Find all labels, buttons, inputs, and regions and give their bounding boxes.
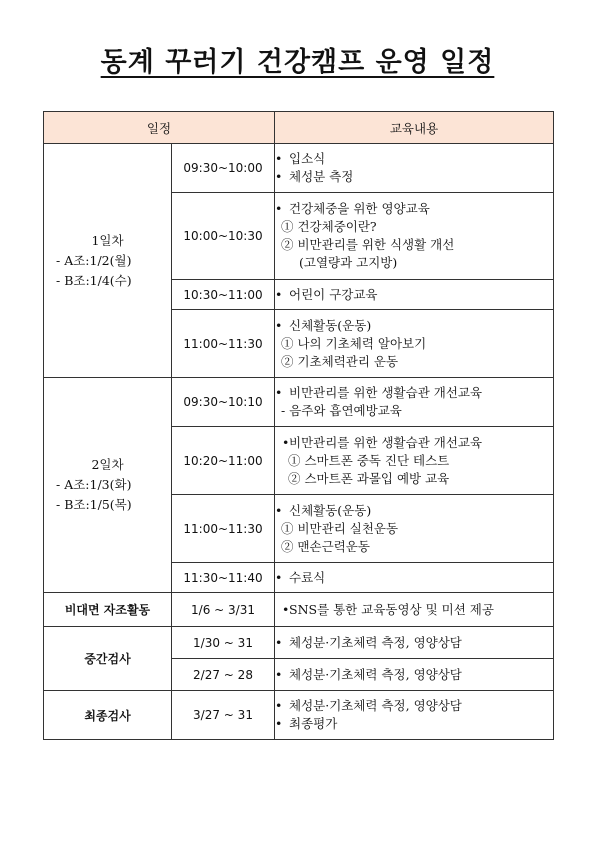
content-cell: [275, 310, 554, 378]
bullet-item: • 수료식: [275, 569, 553, 587]
day1-group-a: - A조:1/2(월): [56, 252, 132, 268]
header-content: 교육내용: [275, 112, 554, 144]
content-cell: [275, 593, 554, 627]
sub-item: - 음주와 흡연예방교육: [281, 403, 402, 418]
bullet-item: • 건강체중을 위한 영양교육: [275, 200, 553, 218]
sub-item: ② 비만관리를 위한 식생활 개선: [281, 237, 455, 252]
time-cell: 1/30 ~ 31: [172, 627, 275, 659]
content-cell: [275, 280, 554, 310]
nonface-label: 비대면 자조활동: [44, 593, 172, 627]
bullet-item: • 비만관리를 위한 생활습관 개선교육: [275, 384, 553, 402]
table-row: [44, 691, 554, 740]
sub-item: ② 기초체력관리 운동: [281, 353, 399, 369]
time-cell: 3/27 ~ 31: [172, 691, 275, 740]
sub-item: ② 스마트폰 과몰입 예방 교육: [288, 470, 450, 486]
bullet-item: • 최종평가: [275, 715, 553, 733]
day2-group-b: - B조:1/5(목): [56, 497, 132, 512]
content-cell: [275, 659, 554, 691]
content-cell: [275, 627, 554, 659]
sub-item: ① 나의 기초체력 알아보기: [281, 335, 427, 351]
bullet-item: • 체성분·기초체력 측정, 영양상담: [275, 634, 553, 652]
time-cell: 1/6 ~ 3/31: [172, 593, 275, 627]
time-cell: 10:30~11:00: [172, 280, 275, 310]
bullet-item: • 체성분·기초체력 측정, 영양상담: [275, 666, 553, 684]
header-schedule: 일정: [44, 112, 275, 144]
bullet-item: • 신체활동(운동): [275, 317, 553, 335]
sub-item: ① 건강체중이란?: [281, 219, 377, 234]
content-cell: [275, 563, 554, 593]
sub-item: ② 맨손근력운동: [281, 538, 370, 554]
time-cell: 2/27 ~ 28: [172, 659, 275, 691]
sub-item: ① 스마트폰 중독 진단 테스트: [288, 452, 450, 468]
content-cell: [275, 427, 554, 495]
midcheck-label: 중간검사: [44, 627, 172, 691]
content-cell: [275, 144, 554, 193]
sub-item: ① 비만관리 실천운동: [281, 520, 399, 536]
time-cell: 11:30~11:40: [172, 563, 275, 593]
content-cell: [275, 691, 554, 740]
bullet-item: • 어린이 구강교육: [275, 286, 553, 304]
day1-group-b: - B조:1/4(수): [56, 272, 132, 288]
content-cell: [275, 193, 554, 280]
table-row: [44, 627, 554, 659]
table-row: [44, 144, 554, 193]
bullet-item: • 비만관리를 위한 생활습관 개선교육: [282, 434, 553, 452]
schedule-table: [43, 111, 554, 740]
bullet-item: • SNS를 통한 교육동영상 및 미션 제공: [282, 601, 553, 619]
day2-group-a: - A조:1/3(화): [56, 477, 132, 492]
bullet-item: • 체성분·기초체력 측정, 영양상담: [275, 697, 553, 715]
table-row: [44, 593, 554, 627]
table-row: [44, 378, 554, 427]
bullet-item: • 신체활동(운동): [275, 502, 553, 520]
day1-title: 1일차: [91, 232, 124, 248]
finalcheck-label: 최종검사: [44, 691, 172, 740]
time-cell: 10:20~11:00: [172, 427, 275, 495]
content-cell: [275, 495, 554, 563]
bullet-item: • 체성분 측정: [275, 168, 553, 186]
time-cell: 09:30~10:10: [172, 378, 275, 427]
time-cell: 11:00~11:30: [172, 495, 275, 563]
table-header-row: [44, 112, 554, 144]
page-title: 동계 꾸러기 건강캠프 운영 일정: [100, 47, 495, 78]
day1-cell: [44, 144, 172, 378]
day2-title: 2일차: [91, 457, 124, 472]
bullet-item: • 입소식: [275, 150, 553, 168]
time-cell: 11:00~11:30: [172, 310, 275, 378]
time-cell: 10:00~10:30: [172, 193, 275, 280]
time-cell: 09:30~10:00: [172, 144, 275, 193]
day2-cell: [44, 378, 172, 593]
content-cell: [275, 378, 554, 427]
sub-item-note: (고열량과 고지방): [299, 255, 398, 270]
